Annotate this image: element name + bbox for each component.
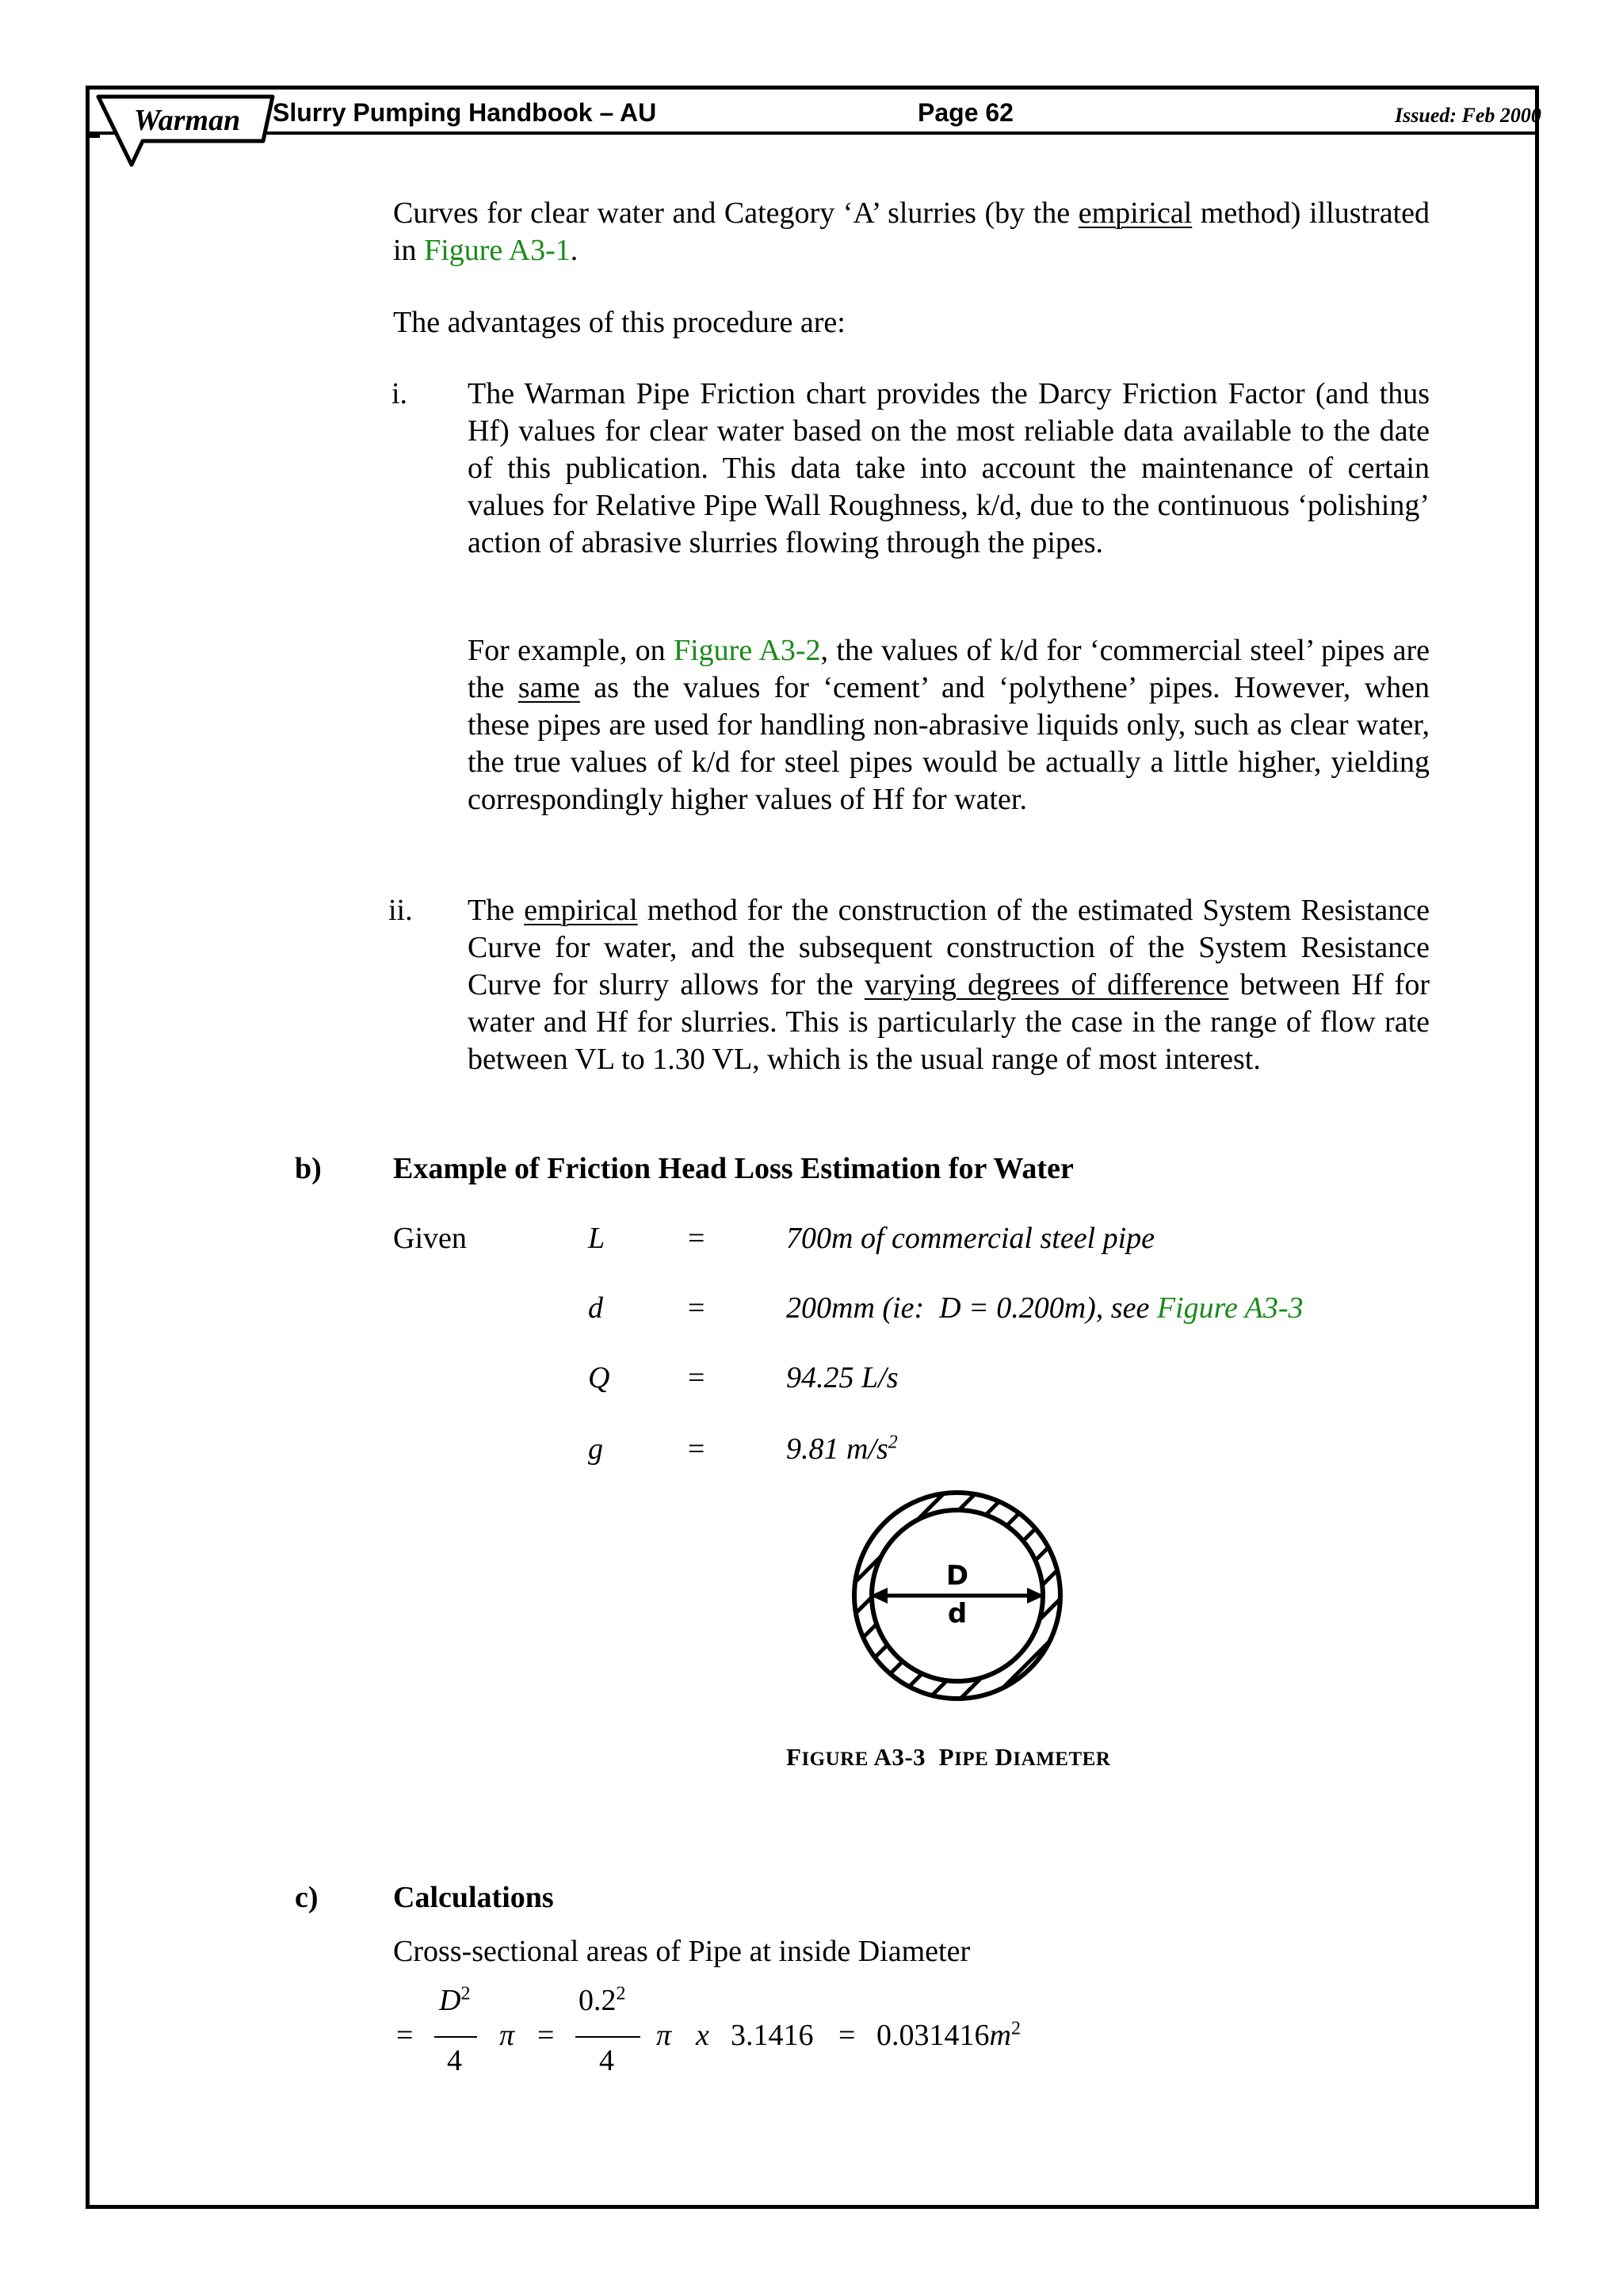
num1-sup: 2 xyxy=(460,1983,471,2004)
fraction2-denominator: 4 xyxy=(599,2044,614,2077)
section-c-subtext: Cross-sectional areas of Pipe at inside Diameter xyxy=(393,1935,971,1968)
given-symbol-g: g xyxy=(588,1432,603,1466)
section-b-heading: Example of Friction Head Loss Estimation for Water xyxy=(393,1152,1074,1185)
section-c-heading: Calculations xyxy=(393,1881,554,1914)
figure-a3-1-link[interactable]: Figure A3-1 xyxy=(424,234,571,267)
example-text-3: as the values for ‘cement’ and ‘polythene’ pipes. However, when these pipes are used for handling non-abrasive liquids only, such as clear water, the true values of k/d for steel pipes would be actually a little higher, yielding correspondingly higher values of Hf for water. xyxy=(468,671,1430,816)
intro-period: . xyxy=(570,234,579,267)
example-text-2: , the values of k/d for ‘commercial steel’ pipes are the xyxy=(468,634,1430,704)
fraction1-numerator xyxy=(439,1982,470,2019)
logo-text: Warman xyxy=(133,104,241,137)
page-number: Page 62 xyxy=(918,98,1014,127)
given-value-Q: 94.25 L/s xyxy=(786,1361,899,1394)
given-equals-d: = xyxy=(688,1291,705,1325)
fraction2-bar xyxy=(575,2036,640,2038)
same-underlined: same xyxy=(517,671,580,704)
result-number: 0.031416 xyxy=(876,2019,990,2052)
section-c-marker: c) xyxy=(295,1881,319,1914)
example-text: For example, on xyxy=(468,634,674,667)
given-value-d-text: 200mm (ie: D = 0.200m), see xyxy=(786,1291,1157,1325)
given-value-L: 700m of commercial steel pipe xyxy=(786,1222,1155,1255)
caption-part: IPE xyxy=(954,1749,989,1770)
fraction1-denominator: 4 xyxy=(447,2044,462,2077)
num2-sup: 2 xyxy=(616,1983,626,2004)
caption-part: F xyxy=(786,1743,802,1771)
advantages-intro: The advantages of this procedure are: xyxy=(393,306,846,339)
figure-a3-2-link[interactable]: Figure A3-2 xyxy=(673,634,821,667)
num1-text: D xyxy=(439,1984,461,2017)
example-paragraph xyxy=(468,632,1430,818)
given-value-g-sup: 2 xyxy=(888,1432,898,1453)
caption-part: IAMETER xyxy=(1013,1749,1111,1770)
empirical-underlined-2: empirical xyxy=(524,894,638,927)
label-D: D xyxy=(945,1560,969,1592)
handbook-title: Slurry Pumping Handbook – AU xyxy=(273,98,657,127)
varying-degrees-underlined: varying degrees of difference xyxy=(864,968,1229,1001)
ii-text-3: between Hf for water and Hf for slurries. This is particularly the case in the range of flow rate between VL to 1.30 VL, which is the usual range of most interest. xyxy=(468,968,1430,1076)
warman-logo xyxy=(94,90,281,170)
eq-sign-2: = xyxy=(537,2019,555,2052)
list-marker-ii: ii. xyxy=(388,894,413,927)
fraction2-numerator xyxy=(579,1982,626,2019)
eq-sign-1: = xyxy=(396,2019,414,2052)
given-value-d xyxy=(786,1290,1304,1327)
caption-part: IGURE xyxy=(801,1749,869,1770)
intro-text: Curves for clear water and Category ‘A’ slurries (by the xyxy=(393,196,1079,230)
ii-text-2: method for the construction of the estimated System Resistance Curve for water, and the subsequent construction of the System Resistance Curve for slurry allows for the xyxy=(468,894,1430,1001)
intro-paragraph xyxy=(393,195,1430,269)
label-d: d xyxy=(947,1598,968,1630)
fraction1-bar xyxy=(434,2036,477,2038)
section-b-marker: b) xyxy=(295,1152,322,1185)
given-equals-L: = xyxy=(688,1222,705,1255)
figure-a3-3-link[interactable]: Figure A3-3 xyxy=(1156,1291,1304,1325)
pi-symbol-2: π xyxy=(656,2019,672,2052)
result-unit-sup: 2 xyxy=(1010,2018,1021,2039)
given-value-g xyxy=(786,1431,898,1468)
given-symbol-L: L xyxy=(588,1222,605,1255)
advantage-i-text: The Warman Pipe Friction chart provides the Darcy Friction Factor (and thus Hf) values for clear water based on the most reliable data available to the date of this publication. This data take into account the maintenance of certain values for Relative Pipe Wall Roughness, k/d, due to the continuous ‘polishing’ action of abrasive slurries flowing through the pipes. xyxy=(468,377,1430,559)
pi-symbol-1: π xyxy=(499,2019,515,2052)
caption-part: D xyxy=(988,1743,1014,1771)
given-equals-Q: = xyxy=(688,1361,705,1394)
given-value-g-text: 9.81 m/s xyxy=(786,1432,888,1466)
result-value xyxy=(876,2017,1021,2054)
empirical-underlined: empirical xyxy=(1078,196,1193,230)
advantage-ii-text xyxy=(468,892,1430,1078)
result-unit: m xyxy=(989,2019,1011,2052)
caption-part: A3-3 P xyxy=(868,1743,955,1771)
num2-text: 0.2 xyxy=(579,1984,617,2017)
pi-value: 3.1416 xyxy=(731,2019,814,2052)
header-rule xyxy=(86,132,1539,135)
given-label: Given xyxy=(393,1222,467,1255)
given-symbol-Q: Q xyxy=(588,1361,610,1394)
list-marker-i: i. xyxy=(391,377,408,410)
given-equals-g: = xyxy=(688,1432,705,1466)
pipe-diameter-diagram xyxy=(848,1486,1067,1705)
intro-text-2: method) illustrated in xyxy=(393,196,1430,267)
ii-text: The xyxy=(468,894,525,927)
eq-sign-3: = xyxy=(838,2019,856,2052)
figure-caption xyxy=(786,1743,1110,1772)
issued-date: Issued: Feb 2000 xyxy=(1395,104,1541,127)
times-x: x xyxy=(696,2019,709,2052)
given-symbol-d: d xyxy=(588,1291,603,1325)
